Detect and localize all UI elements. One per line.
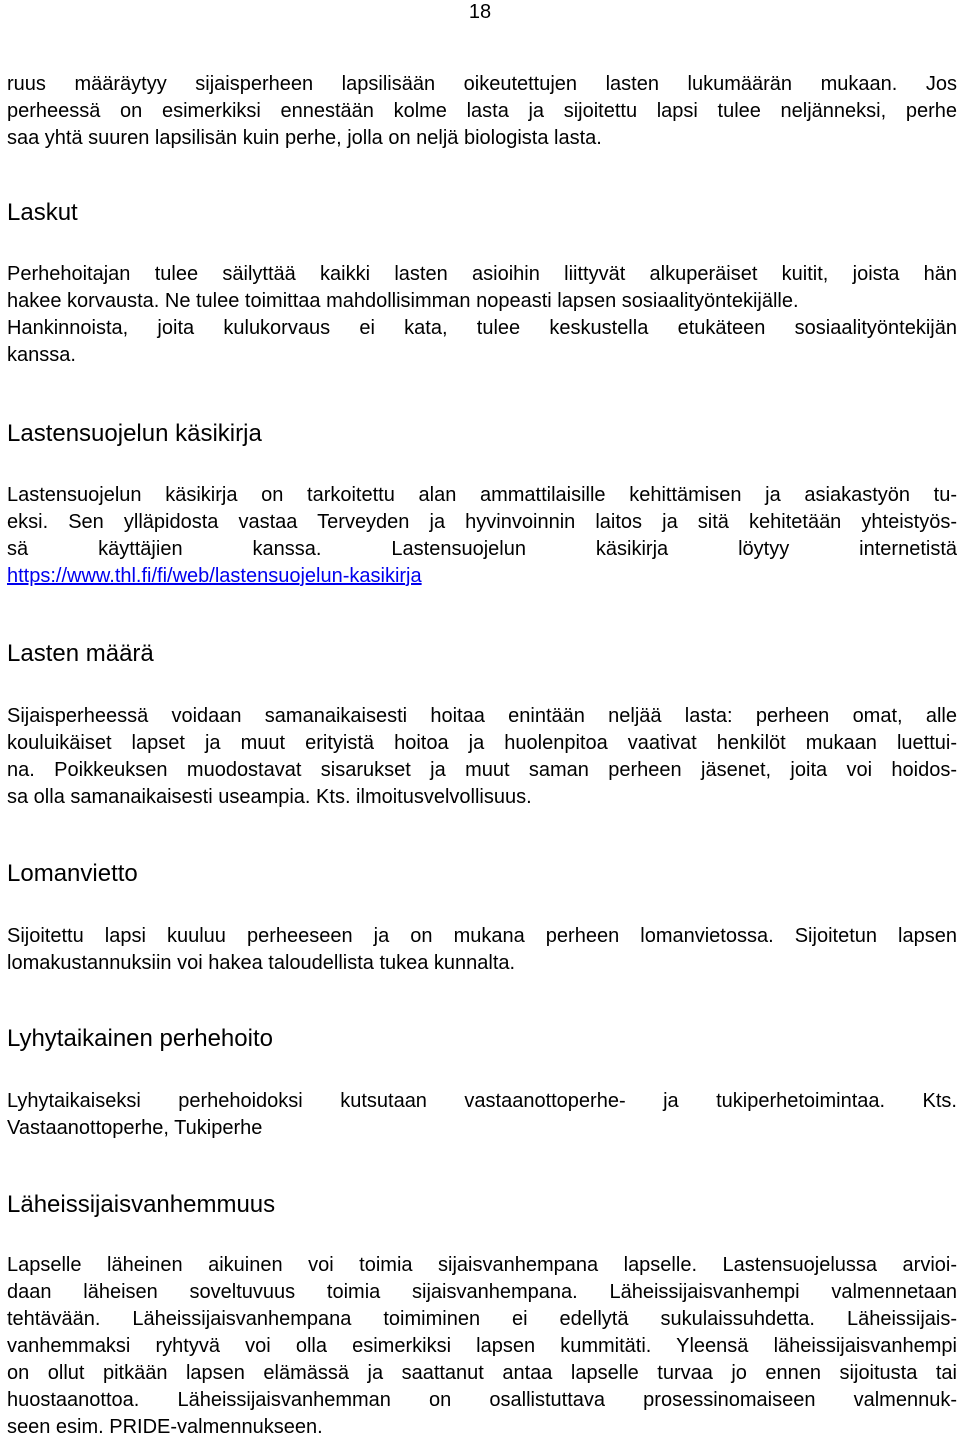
kasikirja-link-line <box>7 563 957 590</box>
laheis-line-6: huostaanottoa. Läheissijaisvanhemman on osallistuttava prosessinomaiseen valmennuk- <box>7 1389 957 1411</box>
heading-lyhytaikainen: Lyhytaikainen perhehoito <box>7 1025 273 1052</box>
lyhytaikainen-line-2: Vastaanottoperhe, Tukiperhe <box>7 1117 263 1139</box>
kasikirja-link[interactable]: https://www.thl.fi/fi/web/lastensuojelun-kasikirja <box>7 565 422 587</box>
lomanvietto-line-2: lomakustannuksiin voi hakea taloudellista tukea kunnalta. <box>7 952 516 974</box>
kasikirja-line-3: sä käyttäjien kanssa. Lastensuojelun käsikirja löytyy internetistä <box>7 538 957 560</box>
intro-line-3: saa yhtä suuren lapsilisän kuin perhe, jolla on neljä biologista lasta. <box>7 127 602 149</box>
heading-laheissijaisvanhemmuus: Läheissijaisvanhemmuus <box>7 1191 276 1218</box>
lyhytaikainen-line-1: Lyhytaikaiseksi perhehoidoksi kutsutaan vastaanottoperhe- ja tukiperhetoimintaa. Kts. <box>7 1090 957 1112</box>
laheis-line-2: daan läheisen soveltuvuus toimia sijaisvanhempana. Läheissijaisvanhempi valmennetaan <box>7 1281 957 1303</box>
page-number: 18 <box>468 1 492 23</box>
laheis-line-4: vanhemmaksi ryhtyvä voi olla esimerkiksi lapsen kummitäti. Yleensä läheissijaisvanhempi <box>7 1335 957 1357</box>
laskut-line-2: hakee korvausta. Ne tulee toimittaa mahdollisimman nopeasti lapsen sosiaalityöntekijälle. <box>7 290 799 312</box>
laskut-line-4: kanssa. <box>7 344 76 366</box>
heading-lomanvietto: Lomanvietto <box>7 860 138 887</box>
heading-kasikirja: Lastensuojelun käsikirja <box>7 420 262 447</box>
intro-line-2: perheessä on esimerkiksi ennestään kolme lasta ja sijoitettu lapsi tulee neljänneksi, perhe <box>7 100 957 122</box>
lasten-maara-line-3: na. Poikkeuksen muodostavat sisarukset ja muut saman perheen jäsenet, joita voi hoidos- <box>7 759 957 781</box>
lasten-maara-line-4: sa olla samanaikaisesti useampia. Kts. ilmoitusvelvollisuus. <box>7 786 532 808</box>
lasten-maara-line-1: Sijaisperheessä voidaan samanaikaisesti hoitaa enintään neljää lasta: perheen omat, alle <box>7 705 957 727</box>
laheis-line-7: seen esim. PRIDE-valmennukseen. <box>7 1416 323 1438</box>
laheis-line-5: on ollut pitkään lapsen elämässä ja saattanut antaa lapselle turvaa jo ennen sijoitusta tai <box>7 1362 957 1384</box>
intro-line-1: ruus määräytyy sijaisperheen lapsilisään oikeutettujen lasten lukumäärän mukaan. Jos <box>7 73 957 95</box>
heading-lasten-maara: Lasten määrä <box>7 640 154 667</box>
laheis-line-1: Lapselle läheinen aikuinen voi toimia sijaisvanhempana lapselle. Lastensuojelussa arvioi- <box>7 1254 957 1276</box>
lasten-maara-line-2: kouluikäiset lapset ja muut erityistä hoitoa ja huolenpitoa vaativat henkilöt mukaan luettui- <box>7 732 957 754</box>
kasikirja-line-1: Lastensuojelun käsikirja on tarkoitettu alan ammattilaisille kehittämisen ja asiakastyön tu- <box>7 484 957 506</box>
lomanvietto-line-1: Sijoitettu lapsi kuuluu perheeseen ja on mukana perheen lomanvietossa. Sijoitetun lapsen <box>7 925 957 947</box>
kasikirja-line-2: eksi. Sen ylläpidosta vastaa Terveyden ja hyvinvoinnin laitos ja sitä kehitetään yhteistyös- <box>7 511 957 533</box>
laskut-line-3: Hankinnoista, joita kulukorvaus ei kata, tulee keskustella etukäteen sosiaalityöntekijän <box>7 317 957 339</box>
laskut-line-1: Perhehoitajan tulee säilyttää kaikki lasten asioihin liittyvät alkuperäiset kuitit, joista hän <box>7 263 957 285</box>
heading-laskut: Laskut <box>7 199 78 226</box>
laheis-line-3: tehtävään. Läheissijaisvanhempana toimiminen ei edellytä sukulaissuhdetta. Läheissijais- <box>7 1308 957 1330</box>
